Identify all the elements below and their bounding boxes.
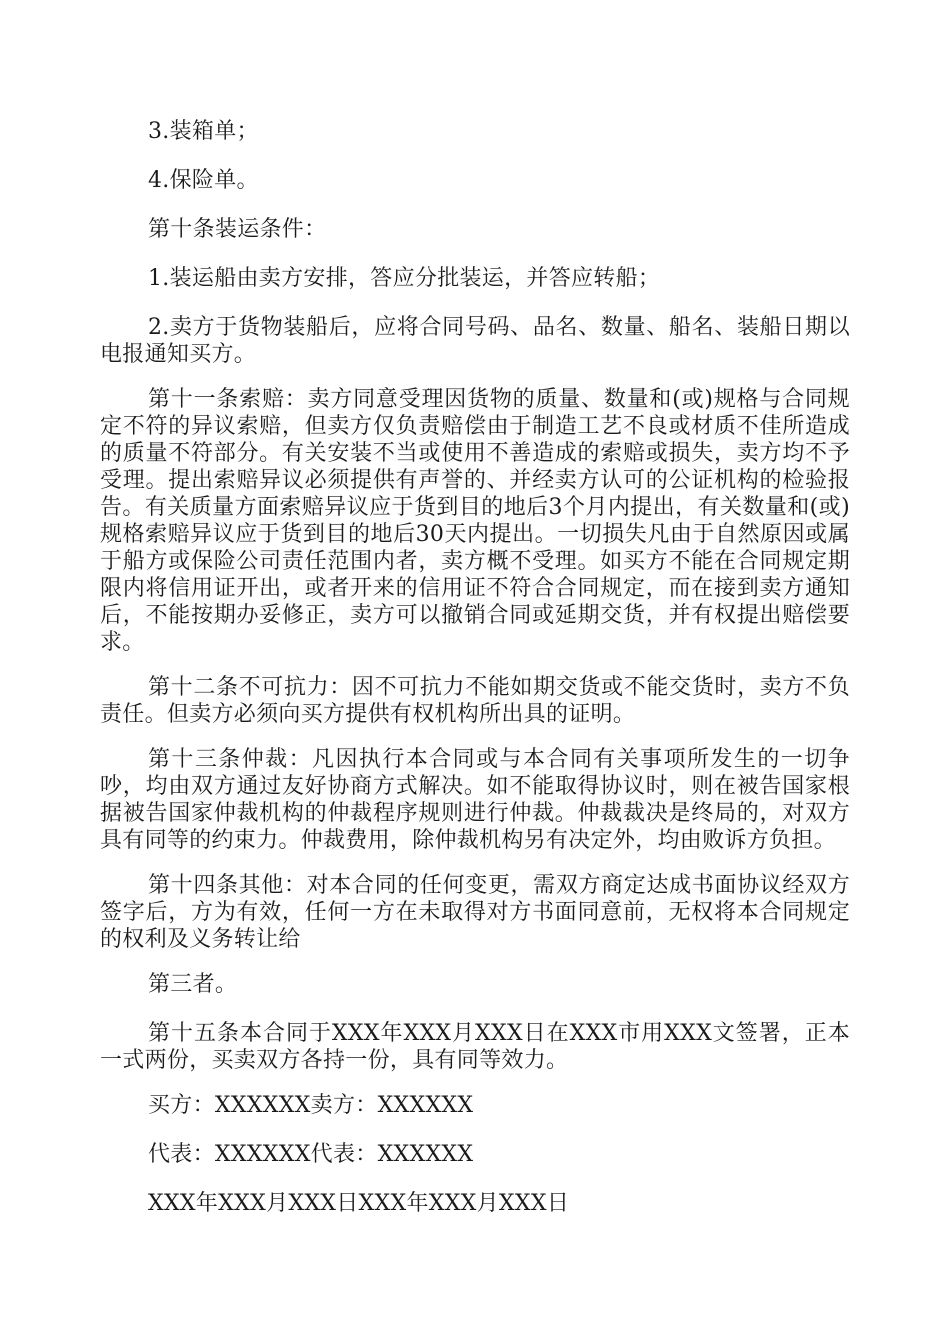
document-page bbox=[100, 118, 850, 1239]
article-10-item-1: 1.装运船由卖方安排，答应分批装运，并答应转船； bbox=[148, 266, 661, 291]
article-13-arbitration: 第十三条仲裁：凡因执行本合同或与本合同有关事项所发生的一切争吵，均由双方通过友好协商方式解决。如不能取得协议时，则在被告国家根据被告国家仲裁机构的仲裁程序规则进行仲裁。仲裁裁决是终局的，对双方具有同等的约束力。仲裁费用，除仲裁机构另有决定外，均由败诉方负担。 bbox=[100, 747, 850, 853]
item-insurance: 4.保险单。 bbox=[148, 168, 259, 193]
item-packing-list: 3.装箱单； bbox=[148, 119, 259, 144]
article-11-claims: 第十一条索赔：卖方同意受理因货物的质量、数量和(或)规格与合同规定不符的异议索赔，但卖方仅负责赔偿由于制造工艺不良或材质不佳所造成的质量不符部分。有关安装不当或使用不善造成的索赔或损失，卖方均不予受理。提出索赔异议必须提供有声誉的、并经卖方认可的公证机构的检验报告。有关质量方面索赔异议应于货到目的地后3个月内提出，有关数量和(或)规格索赔异议应于货到目的地后30天内提出。一切损失凡由于自然原因或属于船方或保险公司责任范围内者，卖方概不受理。如买方不能在合同规定期限内将信用证开出，或者开来的信用证不符合合同规定，而在接到卖方通知后，不能按期办妥修正，卖方可以撤销合同或延期交货，并有权提出赔偿要求。 bbox=[100, 387, 850, 655]
article-10-heading: 第十条装运条件： bbox=[148, 217, 327, 242]
article-15-signing: 第十五条本合同于XXX年XXX月XXX日在XXX市用XXX文签署，正本一式两份，买卖双方各持一份，具有同等效力。 bbox=[100, 1021, 850, 1073]
article-14-other: 第十四条其他：对本合同的任何变更，需双方商定达成书面协议经双方签字后，方为有效，任何一方在未取得对方书面同意前，无权将本合同规定的权利及义务转让给 bbox=[100, 873, 850, 952]
article-10-item-2: 2.卖方于货物装船后，应将合同号码、品名、数量、船名、装船日期以电报通知买方。 bbox=[100, 315, 850, 367]
signature-dates: XXX年XXX月XXX日XXX年XXX月XXX日 bbox=[148, 1191, 570, 1216]
article-12-force-majeure: 第十二条不可抗力：因不可抗力不能如期交货或不能交货时，卖方不负责任。但卖方必须向买方提供有权机构所出具的证明。 bbox=[100, 675, 850, 727]
article-14-continuation: 第三者。 bbox=[148, 972, 238, 997]
signature-representatives: 代表：XXXXXX代表：XXXXXX bbox=[148, 1142, 474, 1167]
signature-parties: 买方：XXXXXX卖方：XXXXXX bbox=[148, 1093, 474, 1118]
